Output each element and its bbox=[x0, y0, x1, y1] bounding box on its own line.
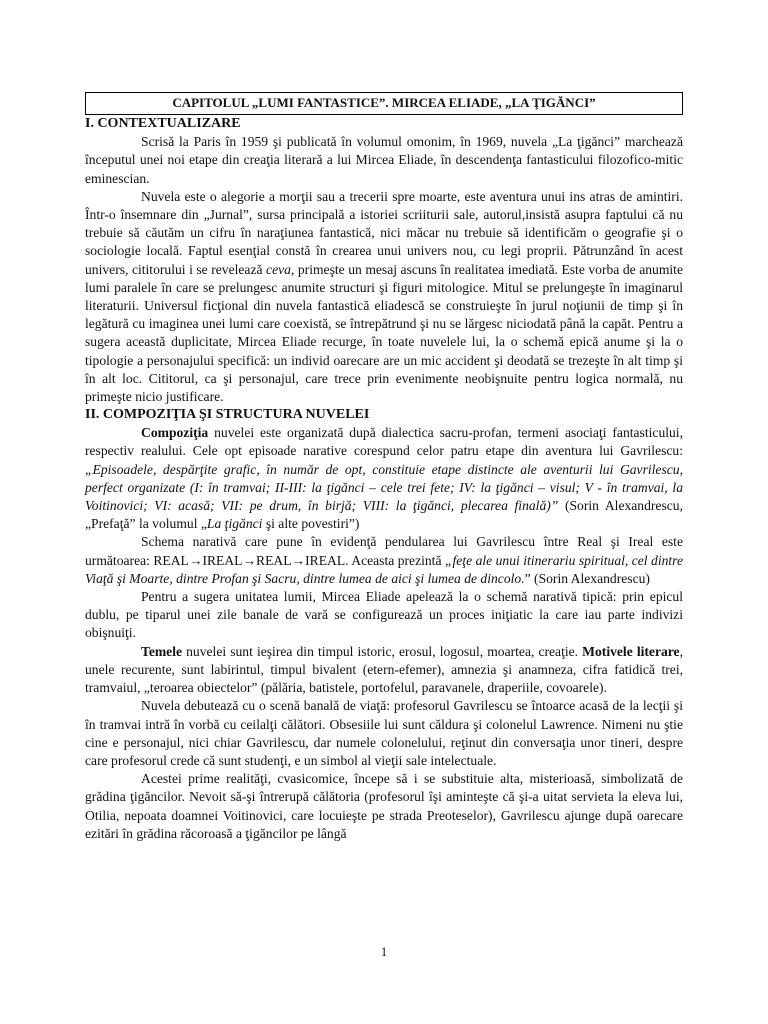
italic-quote: „Episoadele, despărţite grafic, în număr de opt, constituie etape distincte ale aventurii lui Gavrilescu, perfect organizate (I: în tramvai; II-III: la ţigănci – cele trei fete; IV: la ţigănci – visul; V - în tramvai, la Voitinovici; VI: acasă; VII: pe drum, în birjă; VIII: la ţigănci, plecarea finală)” bbox=[85, 461, 683, 514]
text-run: Nuvela este o alegorie a morţii sau a trecerii spre moarte, este aventura unui ins atras de amintiri. Într-o însemnare din „Jurnal”, sursa principală a istoriei scriiturii sale, autorul,insistă asupra faptului că nu trebuie să căutăm un cifru în naraţiunea fantastică, nici măcar nu trebuie să identificăm o geografie şi o sociologie locală. Faptul esenţial constă în crearea unui univers nou, cu legi proprii. Pătrunzând în acest univers, cititorului i se revelează bbox=[85, 188, 683, 277]
italic-text: La ţigănci bbox=[206, 516, 263, 532]
section-heading-compozitia: II. COMPOZIŢIA ŞI STRUCTURA NUVELEI bbox=[85, 407, 370, 423]
paragraph: Pentru a sugera unitatea lumii, Mircea Eliade apelează la o schemă narativă tipică: prin epicul dublu, pe tiparul unei zile banale de vară se configurează un proces iniţiatic la care iau parte indivizi obişnuiţi. bbox=[85, 589, 683, 641]
text-run: , primeşte un mesaj ascuns în realitatea imediată. Este vorba de anumite lumi paralele în care se prelungesc anumite structuri şi figuri mitologice. Mitul se prelungeşte în imaginarul literaturii. Universul ficţional din nuvela fantastică eliadescă se construieşte în jurul noţiunii de timp şi în legătură cu imaginea unei lumi care coexistă, se întrepătrund şi nu se lărgesc niciodată până la capăt. Pentru a sugera această duplicitate, Mircea Eliade recurge, în toate nuvelele lui, la o schemă epică anume şi la o tipologie a personajului specifică: un individ oarecare are un mic accident şi deodată se trezeşte în alt timp şi în alt loc. Cititorul, ca şi personajul, care trece prin evenimente neobişnuite pentru logica normală, nu primeşte nicio justificare. bbox=[85, 261, 683, 405]
bold-term: Temele bbox=[141, 643, 183, 659]
text-run: nuvelei sunt ieşirea din timpul istoric, erosul, logosul, moartea, creaţie. bbox=[182, 643, 583, 659]
text-run: , unele recurente, sunt labirintul, timpul bivalent (etern-efemer), amnezia şi anamneza, cifra fatidică trei, tramvaiul, „teroarea obiectelor” (pălăria, batistele, portofelul, paravanele, draperiile, covoarele). bbox=[85, 643, 683, 696]
page-number: 1 bbox=[380, 944, 388, 959]
paragraph bbox=[85, 643, 683, 698]
paragraph bbox=[85, 188, 683, 406]
text-run: ” (Sorin Alexandrescu) bbox=[524, 570, 650, 586]
italic-text: ceva bbox=[266, 261, 291, 277]
paragraph: Acestei prime realităţi, cvasicomice, începe să i se substituie alta, misterioasă, simbolizată de grădina ţigăncilor. Nevoit să-şi întrerupă călătoria (profesorul îşi aminteşte că şi-a uitat servieta la eleva lui, Otilia, nepoata doamnei Voitinovici, care locuieşte pe strada Preoteselor), Gavrilescu ajunge după oarecare ezitări în grădina răcoroasă a ţigăncilor pe lângă bbox=[85, 771, 683, 841]
text-run: şi alte povestiri”) bbox=[262, 516, 360, 532]
paragraph: Nuvela debutează cu o scenă banală de viaţă: profesorul Gavrilescu se întoarce acasă de la lecţii şi în tramvai intră în vorbă cu ceilalţi călători. Obsesiile lui sunt căldura şi colonelul Lawrence. Nimeni nu ştie cine e personajul, nici chiar Gavrilescu, dar numele colonelului, reţinut din conversaţia unor tineri, despre care profesorul crede că sunt studenţi, e un simbol al vieţii sale intelectuale. bbox=[85, 698, 683, 768]
paragraph bbox=[85, 533, 683, 588]
text-run: (Sorin Alexandrescu, „Prefaţă” la volumul „ bbox=[85, 498, 683, 532]
paragraph bbox=[85, 424, 683, 533]
chapter-title: CAPITOLUL „LUMI FANTASTICE”. MIRCEA ELIADE, „LA ŢIGĂNCI” bbox=[85, 92, 683, 115]
text-run: nuvelei este organizată după dialectica sacru-profan, termeni asociaţi fantasticului, respectiv realului. Cele opt episoade narative corespund celor patru etape din aventura lui Gavrilescu: bbox=[85, 425, 683, 459]
paragraph: Scrisă la Paris în 1959 şi publicată în volumul omonim, în 1969, nuvela „La ţigănci” marchează începutul unei noi etape din creaţia literară a lui Mircea Eliade, în descendenţa fantasticului filozofico-mitic eminescian. bbox=[85, 134, 683, 186]
text-run: Schema narativă care pune în evidenţă pendularea lui Gavrilescu între Real şi Ireal este următoarea: REAL→IREAL→REAL→IREAL. Aceasta prezintă bbox=[85, 534, 683, 568]
bold-term: Compoziţia bbox=[141, 425, 209, 441]
document-page bbox=[85, 92, 683, 843]
section-heading-contextualizare: I. CONTEXTUALIZARE bbox=[85, 116, 241, 132]
italic-quote: „feţe ale unui itinerariu spiritual, cel dintre Viaţă şi Moarte, dintre Profan şi Sacru, dintre lumea de aici şi lumea de dincolo. bbox=[85, 552, 683, 586]
bold-term: Motivele literare bbox=[582, 643, 680, 659]
